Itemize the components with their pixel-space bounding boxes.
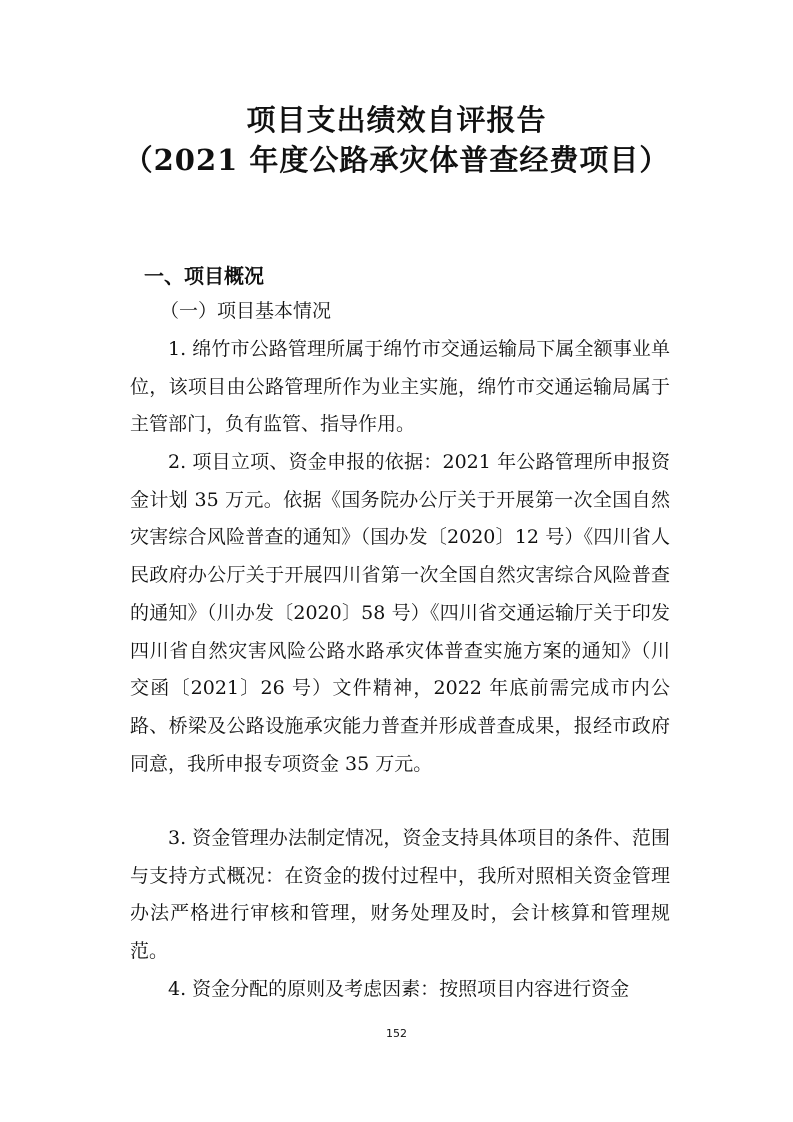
document-title: 项目支出绩效自评报告 xyxy=(246,103,547,137)
paragraph-3: 3. 资金管理办法制定情况，资金支持具体项目的条件、范围与支持方式概况：在资金的拨付过程中，我所对照相关资金管理办法严格进行审核和管理，财务处理及时，会计核算和管理规范。 xyxy=(130,827,670,963)
paragraph-1: 1. 绵竹市公路管理所属于绵竹市交通运输局下属全额事业单位，该项目由公路管理所作为业主实施，绵竹市交通运输局属于主管部门，负有监管、指导作用。 xyxy=(130,338,670,436)
section-heading: 一、项目概况 xyxy=(144,264,264,288)
paragraph-2: 2. 项目立项、资金申报的依据：2021 年公路管理所申报资金计划 35 万元。依据《国务院办公厅关于开展第一次全国自然灾害综合风险普查的通知》（国办发〔2020〕12 号）《四川省人民政府办公厅关于开展四川省第一次全国自然灾害综合风险普查的通知》（川办发〔2020〕58 号）《四川省交通运输厅关于印发四川省自然灾害风险公路水路承灾体普查实施方案的通知》（川交函〔2021〕26 号）文件精神，2022 年底前需完成市内公路、桥梁及公路设施承灾能力普查并形成普查成果，报经市政府同意，我所申报专项资金 35 万元。 xyxy=(130,451,670,775)
document-subtitle: （2021 年度公路承灾体普查经费项目） xyxy=(123,143,670,177)
subsection-heading: （一）项目基本情况 xyxy=(160,300,332,322)
page-number: 152 xyxy=(386,1027,407,1040)
paragraph-4: 4. 资金分配的原则及考虑因素：按照项目内容进行资金 xyxy=(168,978,630,1000)
